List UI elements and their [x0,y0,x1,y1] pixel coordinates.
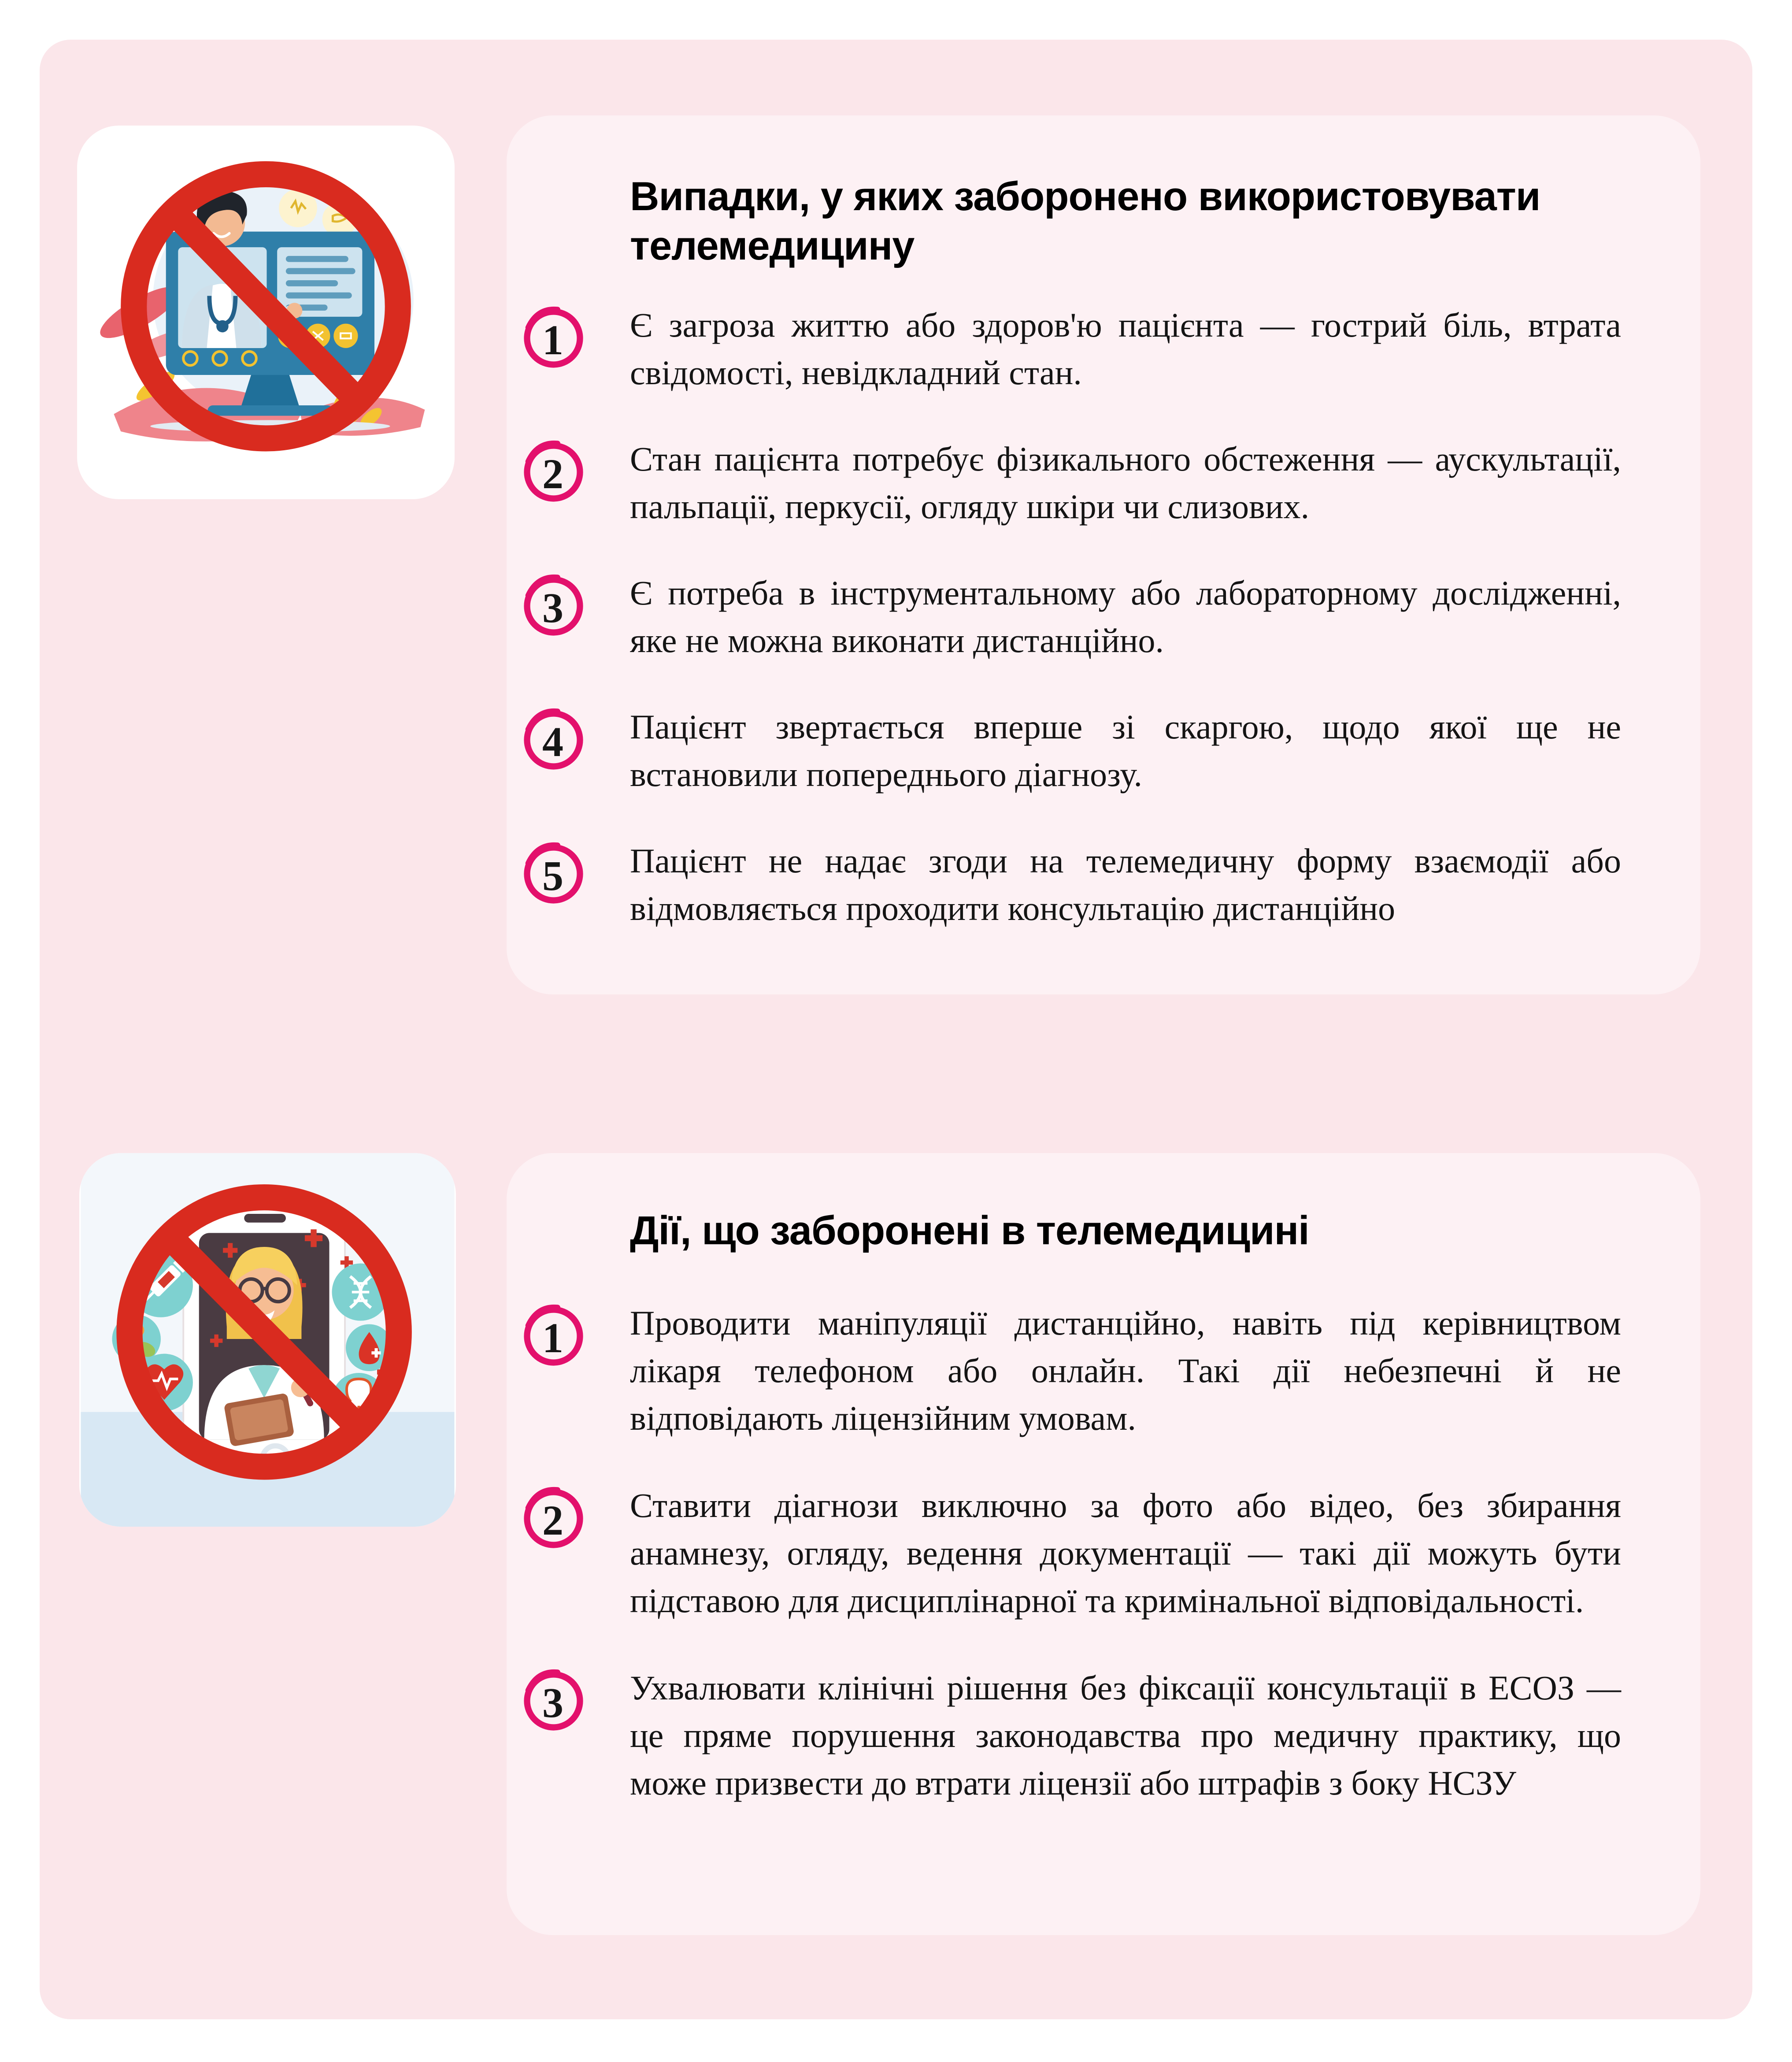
illustration-card-phone [79,1153,456,1527]
item-number-badge [520,705,586,771]
item-number-badge [520,437,586,503]
no-telemedicine-phone-illustration [79,1153,456,1527]
item-text: Пацієнт звертається вперше зі скаргою, щодо якої ще не встановили попереднього діагнозу. [630,708,1621,794]
pink-content-container [40,40,1752,2019]
item-text: Стан пацієнта потребує фізикального обстеження — аускультації, пальпації, перкусії, огляду шкіри чи слизових. [630,440,1621,526]
list-item [520,1482,1621,1624]
item-number: 4 [542,718,563,765]
section-forbidden-cases [507,115,1700,994]
item-number: 5 [542,852,563,899]
list-item [520,837,1621,932]
list-item [520,569,1621,664]
item-number-badge [520,571,586,637]
section-title: Дії, що заборонені в телемедицині [630,1208,1309,1253]
list-item [520,1299,1621,1442]
item-number: 1 [542,1314,563,1361]
section-forbidden-actions [507,1153,1700,1935]
list-item [520,435,1621,530]
item-text: Ставити діагнози виключно за фото або відео, без збирання анамнезу, огляду, ведення документації — такі дії можуть бути підставою для дисциплінарної та кримінальної відповідальності. [630,1486,1621,1620]
item-number: 1 [542,316,563,363]
item-number: 2 [542,450,563,497]
section-title: Випадки, у яких заборонено використовувати телемедицину [630,174,1540,268]
item-number-badge [520,303,586,369]
item-text: Є загроза життю або здоров'ю пацієнта — гострий біль, втрата свідомості, невідкладний стан. [630,306,1621,392]
item-text: Ухвалювати клінічні рішення без фіксації консультації в ЕСОЗ — це пряме порушення законодавства про медичну практику, що може призвести до втрати ліцензії або штрафів з боку НСЗУ [630,1669,1621,1802]
no-telemedicine-desktop-illustration [77,126,455,499]
item-number: 2 [542,1496,563,1544]
item-number: 3 [542,1679,563,1726]
item-number-badge [520,1666,586,1732]
item-number-badge [520,1301,586,1367]
list-item [520,1664,1621,1807]
illustration-card-desktop [77,126,455,499]
item-number: 3 [542,584,563,631]
list-item [520,703,1621,798]
item-number-badge [520,839,586,905]
item-text: Проводити маніпуляції дистанційно, навіть під керівництвом лікаря телефоном або онлайн. Такі дії небезпечні й не відповідають ліцензійним умовам. [630,1304,1621,1437]
item-text: Пацієнт не надає згоди на телемедичну форму взаємодії або відмовляється проходити консультацію дистанційно [630,842,1621,927]
item-text: Є потреба в інструментальному або лабораторному дослідженні, яке не можна виконати дистанційно. [630,574,1621,660]
item-number-badge [520,1483,586,1550]
list-item [520,301,1621,397]
